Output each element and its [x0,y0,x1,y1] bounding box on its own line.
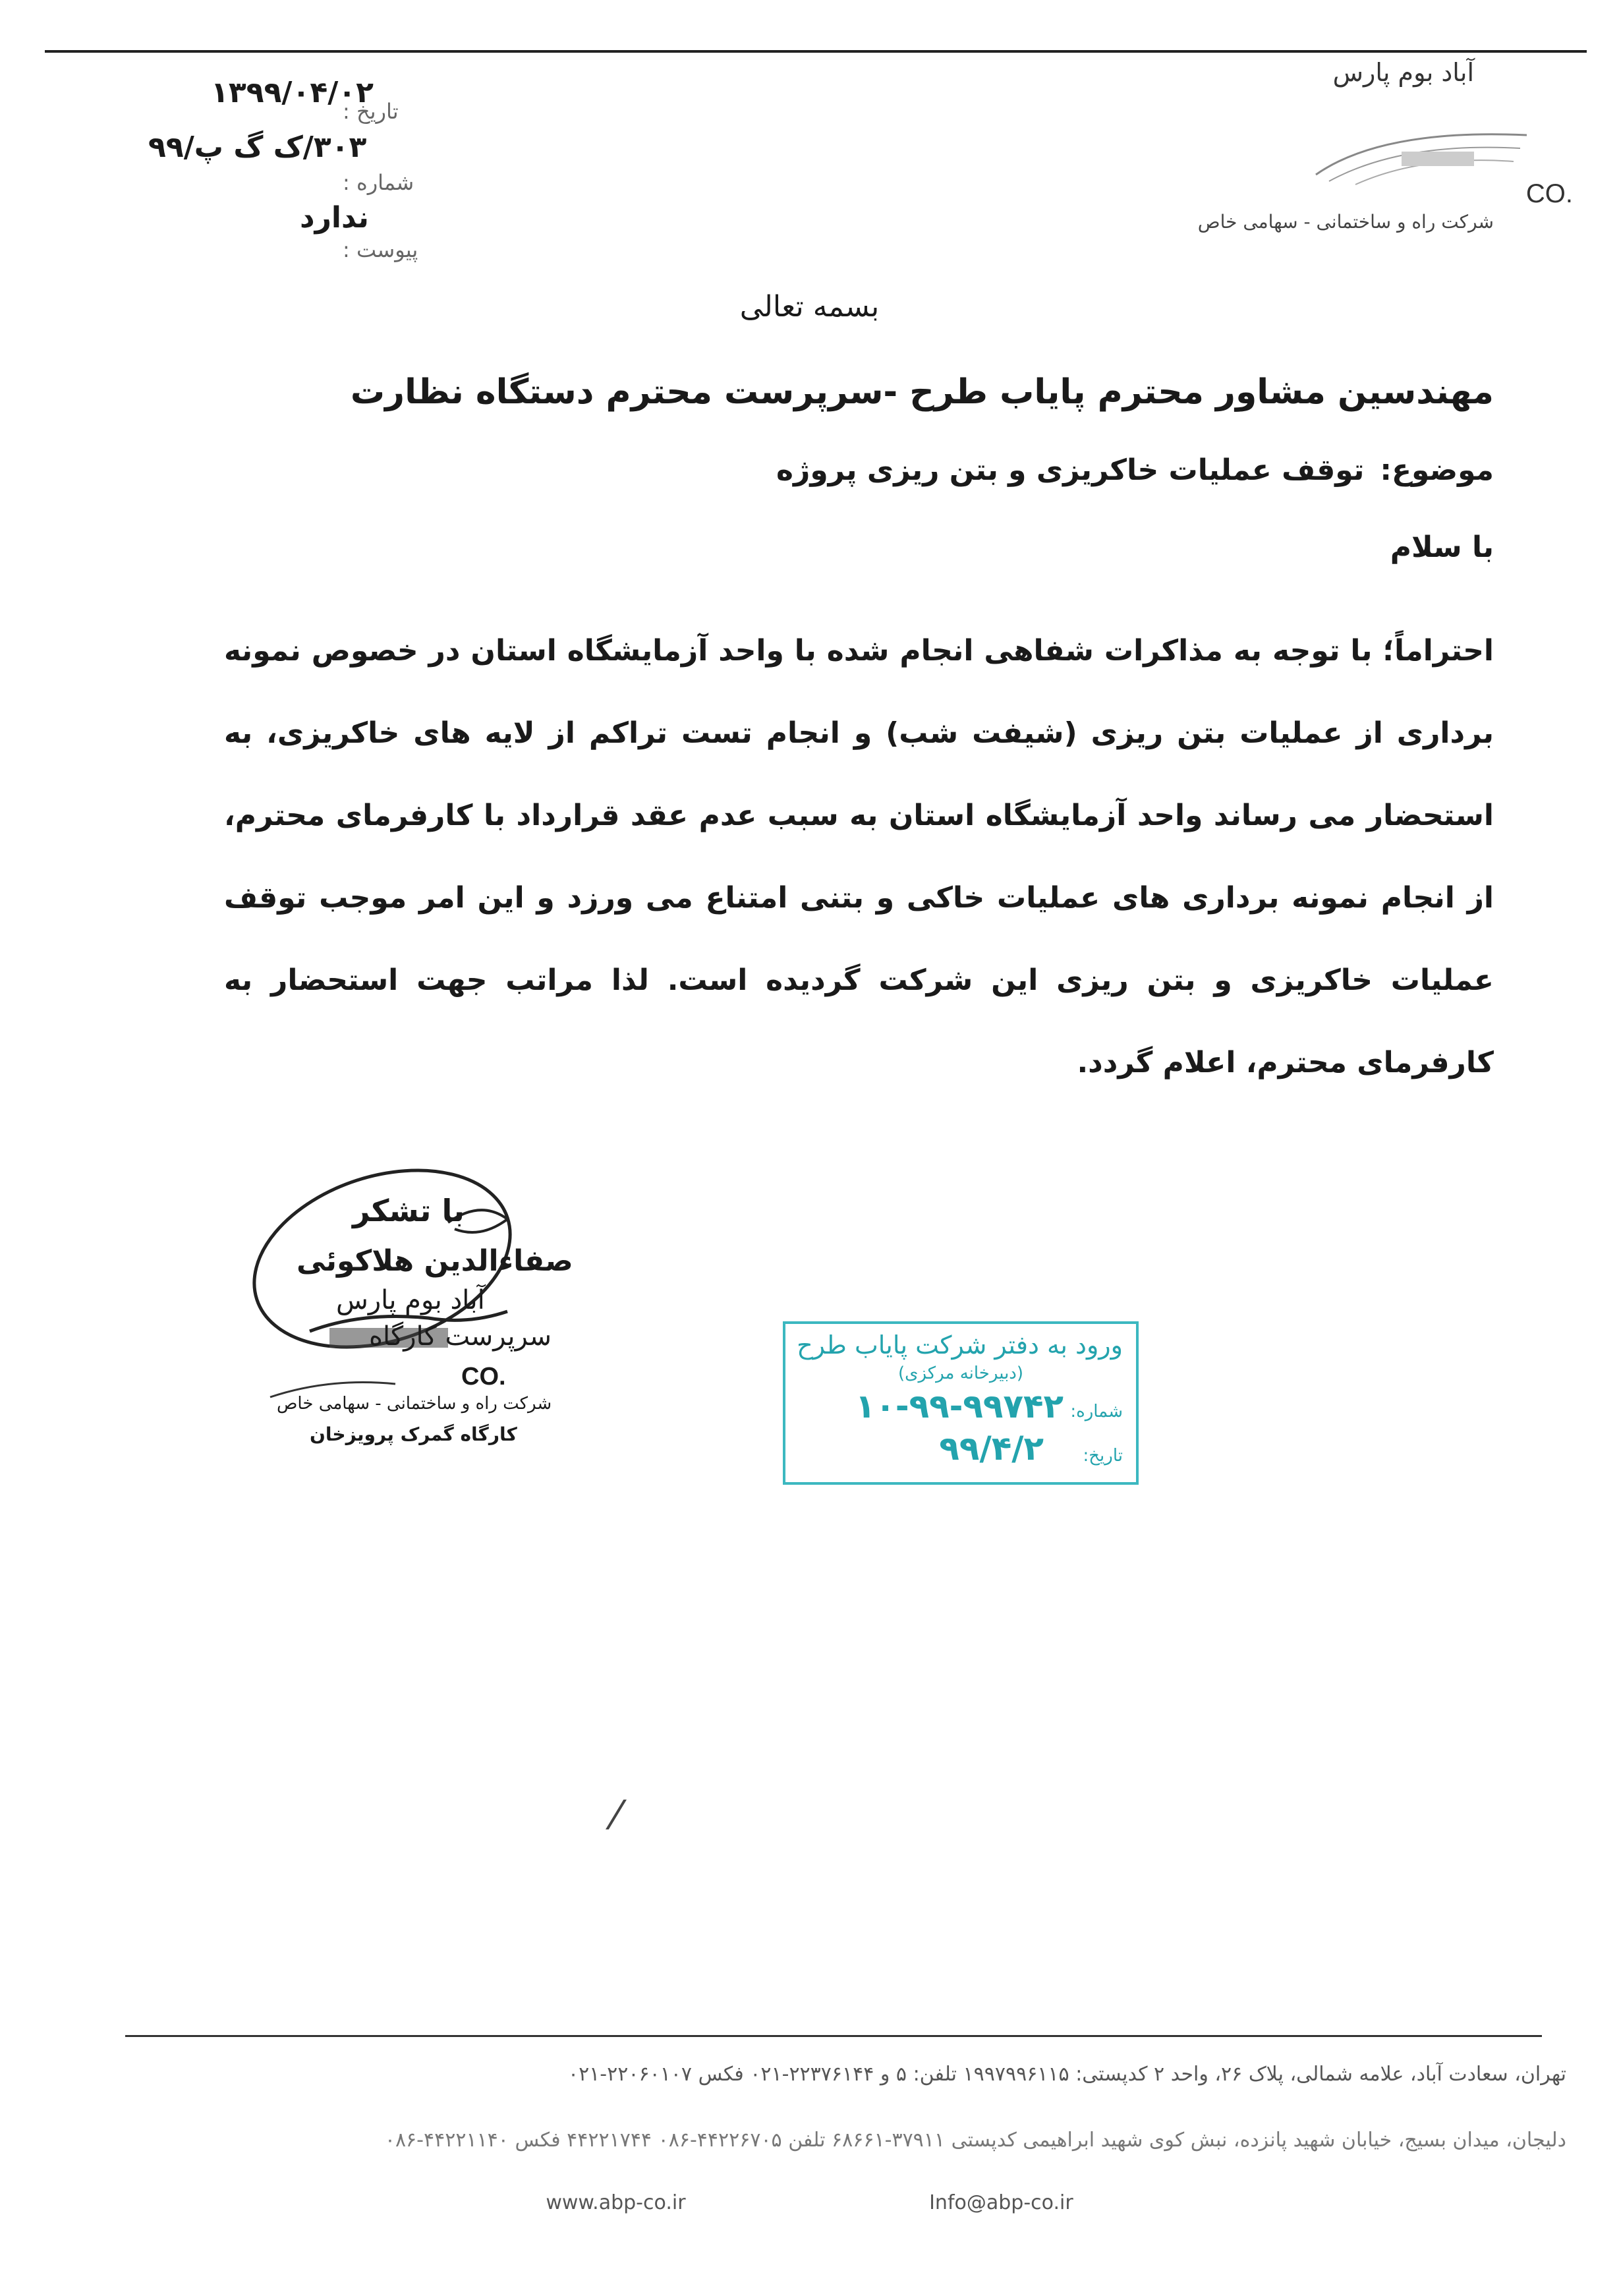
basmala: بسمه تعالی [739,290,880,324]
stamp-date: ۹۹/۴/۲ [939,1429,1044,1468]
top-rule [45,50,1587,53]
footer-tehran-address: تهران، سعادت آباد، علامه شمالی، پلاک ۲۶، واحد ۲ کدپستی: ۱۹۹۷۹۹۶۱۱۵ تلفن: ۵ و ۲۲۳۷۶۱۴۴-۰۲۱ فکس ۲۲۰۶۰۱۰۷-۰۲۱ [567,2063,1566,2086]
subject-line [776,453,1494,487]
seal-company-subtitle: شرکت راه و ساختمانی - سهامی خاص [277,1394,552,1414]
greeting: با سلام [1390,531,1494,564]
footer-delijan-address: دلیجان، میدان بسیج، خیابان شهید پانزده، نبش کوی شهید ابراهیمی کدپستی ۳۷۹۱۱-۶۸۶۶۱ تلفن ۴۴۲۲۶۷۰۵-۰۸۶ ۴۴۲۲۱۷۴۴ فکس ۴۴۲۲۱۱۴۰-۰۸۶ [384,2129,1566,2152]
logo-lines-icon [1303,115,1540,188]
stamp-number-label: شماره: [1070,1402,1123,1421]
stamp-subtitle: (دبیرخانه مرکزی) [897,1363,1024,1383]
footer-contacts [0,2191,1619,2214]
recipient-heading: مهندسین مشاور محترم پایاب طرح -سرپرست محترم دستگاه نظارت [350,372,1494,412]
footer-rule [125,2035,1542,2037]
stamp-number: ۱۰-۹۹-۹۹۷۴۲ [855,1387,1064,1425]
stamp-date-label: تاریخ: [1083,1446,1123,1466]
date-label: تاریخ : [343,99,399,124]
attachment-label: پیوست : [343,237,418,262]
company-logo [1303,115,1540,190]
letter-number: ۳۰۳/ک گ پ/۹۹ [148,130,367,164]
company-name: آباد بوم پارس [1332,58,1474,87]
seal-company: آباد بوم پارس [336,1285,485,1315]
footer-email: Info@abp-co.ir [929,2191,1073,2214]
seal-site: کارگاه گمرک پرویزخان [310,1423,517,1445]
company-subtitle: شرکت راه و ساختمانی - سهامی خاص [1197,211,1494,233]
signer-role: سرپرست کارگاه [369,1321,552,1352]
footer-website: www.abp-co.ir [546,2191,686,2214]
receipt-stamp [783,1321,1139,1485]
subject-label: موضوع: [1380,453,1494,487]
letter-date: ۱۳۹۹/۰۴/۰۲ [211,76,374,109]
signer-name: صفاءالدین هلاکوئی [297,1244,573,1278]
company-co-mark: CO. [1525,179,1573,208]
stamp-title: ورود به دفتر شرکت پایاب طرح [797,1331,1123,1360]
number-label: شماره : [343,170,414,195]
signature-thanks: با تشکر [353,1193,465,1228]
subject-value: توقف عملیات خاکریزی و بتن ریزی پروژه [776,453,1365,487]
seal-co-mark: CO. [461,1363,506,1391]
scan-mark: ⁄ [613,1793,620,1839]
letter-body: احتراماً؛ با توجه به مذاکرات شفاهی انجام شده با واحد آزمایشگاه استان در خصوص نمونه برداری از عملیات بتن ریزی (شیفت شب) و انجام تست تراکم از لایه های خاکریزی، به استحضار می رساند واحد آزمایشگاه استان به سبب عدم عقد قرارداد با کارفرمای محترم، از انجام نمونه برداری های عملیات خاکی و بتنی امتناع می ورزد و این امر موجب توقف عملیات خاکریزی و بتن ریزی این شرکت گردیده است. لذا مراتب جهت استحضار به کارفرمای محترم، اعلام گردد. [224,634,1494,1079]
attachment-value: ندارد [300,201,369,235]
